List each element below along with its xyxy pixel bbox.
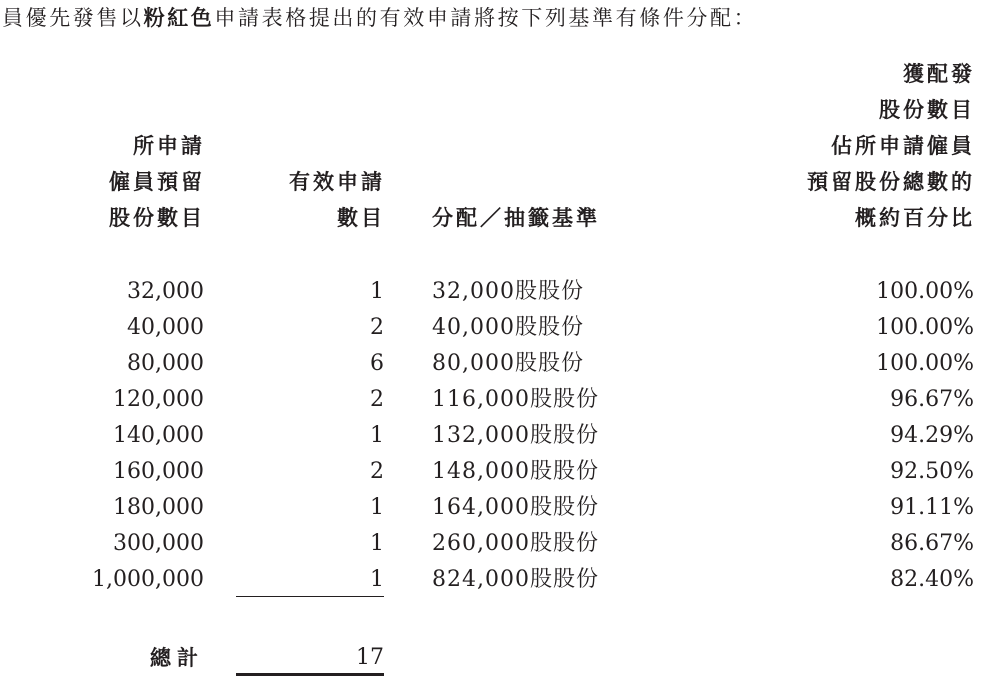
intro-text-after: 申請表格提出的有效申請將按下列基準有條件分配：: [214, 6, 758, 30]
table-row: [0, 454, 999, 490]
cell-basis: 40,000股股份: [432, 315, 584, 340]
table-row: [0, 382, 999, 418]
header-line: 僱員預留: [109, 169, 205, 194]
header-line: 所申請: [133, 133, 205, 158]
total-value: 17: [356, 645, 384, 670]
cell-basis: 164,000股股份: [432, 495, 599, 520]
cell-shares: 180,000: [113, 495, 204, 520]
table-row: [0, 274, 999, 310]
cell-applications: 1: [370, 423, 384, 448]
intro-text-bold: 粉紅色: [143, 5, 215, 30]
header-line: 佔所申請僱員: [831, 133, 975, 158]
cell-percent: 100.00%: [876, 279, 974, 304]
cell-percent: 91.11%: [890, 495, 974, 520]
cell-shares: 40,000: [127, 315, 204, 340]
table-row: [0, 418, 999, 454]
cell-basis: 116,000股股份: [432, 387, 599, 412]
intro-paragraph: [2, 2, 757, 32]
header-line: 有效申請: [289, 169, 385, 194]
cell-basis: 132,000股股份: [432, 423, 599, 448]
cell-basis: 148,000股股份: [432, 459, 599, 484]
header-line: 預留股份總數的: [807, 169, 975, 194]
header-basis: [432, 200, 600, 236]
cell-applications: 1: [370, 495, 384, 520]
cell-applications: 2: [370, 315, 384, 340]
cell-percent: 96.67%: [890, 387, 974, 412]
cell-applications: 2: [370, 387, 384, 412]
header-line: 分配／抽籤基準: [432, 205, 600, 230]
cell-shares: 140,000: [113, 423, 204, 448]
cell-percent: 94.29%: [890, 423, 974, 448]
header-line: 獲配發: [903, 61, 975, 86]
cell-shares: 80,000: [127, 351, 204, 376]
header-line: 股份數目: [879, 97, 975, 122]
cell-applications: 2: [370, 459, 384, 484]
table-row: [0, 310, 999, 346]
table-row: [0, 526, 999, 562]
cell-shares: 160,000: [113, 459, 204, 484]
cell-shares: 120,000: [113, 387, 204, 412]
total-label: 總計: [150, 645, 204, 670]
cell-shares: 300,000: [113, 531, 204, 556]
header-percentage: [807, 56, 975, 236]
cell-applications: 1: [370, 567, 384, 592]
header-line: 數目: [337, 205, 385, 230]
cell-percent: 100.00%: [876, 351, 974, 376]
table-row: [0, 562, 999, 598]
cell-percent: 82.40%: [890, 567, 974, 592]
cell-shares: 32,000: [127, 279, 204, 304]
cell-percent: 100.00%: [876, 315, 974, 340]
cell-applications: 1: [370, 531, 384, 556]
cell-percent: 92.50%: [890, 459, 974, 484]
cell-shares: 1,000,000: [92, 567, 204, 592]
header-valid-applications: [289, 164, 385, 236]
cell-applications: 1: [370, 279, 384, 304]
header-line: 股份數目: [109, 205, 205, 230]
allocation-table-body: [0, 274, 999, 598]
cell-applications: 6: [370, 351, 384, 376]
cell-basis: 32,000股股份: [432, 279, 584, 304]
table-row: [0, 346, 999, 382]
intro-text-before: 員優先發售以: [2, 6, 144, 30]
total-double-underline: [236, 673, 384, 676]
cell-basis: 80,000股股份: [432, 351, 584, 376]
cell-percent: 86.67%: [890, 531, 974, 556]
header-line: 概約百分比: [855, 205, 975, 230]
table-row: [0, 490, 999, 526]
header-shares-applied: [109, 128, 205, 236]
cell-basis: 824,000股股份: [432, 567, 599, 592]
subtotal-divider: [236, 596, 384, 597]
cell-basis: 260,000股股份: [432, 531, 599, 556]
